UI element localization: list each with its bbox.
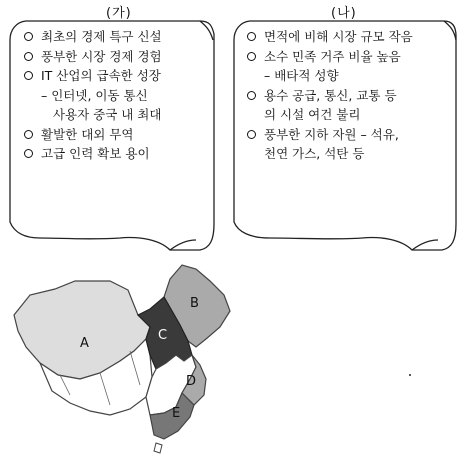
circle-bullet-icon xyxy=(247,91,256,100)
circle-bullet-icon xyxy=(24,130,33,139)
panel-ga-item xyxy=(22,144,162,164)
panel-ga-item xyxy=(22,47,162,67)
panel-ga-item-subtext: 사용자 중국 내 최대 xyxy=(41,107,162,122)
region-label-a: A xyxy=(80,336,89,351)
panel-na-item xyxy=(245,125,413,164)
region-label-e: E xyxy=(172,406,181,421)
circle-bullet-icon xyxy=(24,52,33,61)
panel-ga-item-text: 풍부한 시장 경제 경험 xyxy=(41,48,162,64)
panel-na-item xyxy=(245,47,413,86)
panel-ga-item xyxy=(22,27,162,47)
panel-ga-item xyxy=(22,125,162,145)
circle-bullet-icon xyxy=(247,130,256,139)
panel-na-item-subtext: – 배타적 성향 xyxy=(264,68,339,83)
panel-na-title: (나) xyxy=(331,6,357,21)
panel-na-item-subtext: 의 시설 여건 불리 xyxy=(264,107,361,122)
panel-na-item xyxy=(245,86,413,125)
panel-ga-item-text: 최초의 경제 특구 신설 xyxy=(41,29,162,44)
circle-bullet-icon xyxy=(24,149,33,158)
panel-ga-item-text: 고급 인력 확보 용이 xyxy=(41,146,150,161)
panel-ga-item xyxy=(22,66,162,125)
panel-ga-item-text: 활발한 대외 무역 xyxy=(41,126,134,142)
circle-bullet-icon xyxy=(247,32,256,41)
panel-na-item xyxy=(245,27,413,47)
panel-na-item-text: 소수 민족 거주 비율 높음 xyxy=(264,48,401,64)
circle-bullet-icon xyxy=(247,52,256,61)
panel-ga-list xyxy=(22,27,162,164)
panel-ga-item-text: IT 산업의 급속한 성장 xyxy=(41,68,161,83)
panel-ga-item-subtext: – 인터넷, 이동 통신 xyxy=(41,87,148,103)
panel-na-item-text: 풍부한 지하 자원 – 석유, xyxy=(264,126,399,142)
circle-bullet-icon xyxy=(24,71,33,80)
panel-na-item-text: 면적에 비해 시장 규모 작음 xyxy=(264,29,413,44)
region-label-d: D xyxy=(186,374,197,389)
map-dot xyxy=(409,374,411,376)
china-map xyxy=(0,255,461,455)
panel-na-item-text: 용수 공급, 통신, 교통 등 xyxy=(264,87,397,103)
panel-na-list xyxy=(245,27,413,164)
circle-bullet-icon xyxy=(24,32,33,41)
panel-ga-title: (가) xyxy=(106,6,132,21)
region-label-b: B xyxy=(190,296,199,311)
panel-na-item-subtext: 천연 가스, 석탄 등 xyxy=(264,146,365,161)
hainan-island xyxy=(154,443,162,453)
region-label-c: C xyxy=(158,328,168,343)
